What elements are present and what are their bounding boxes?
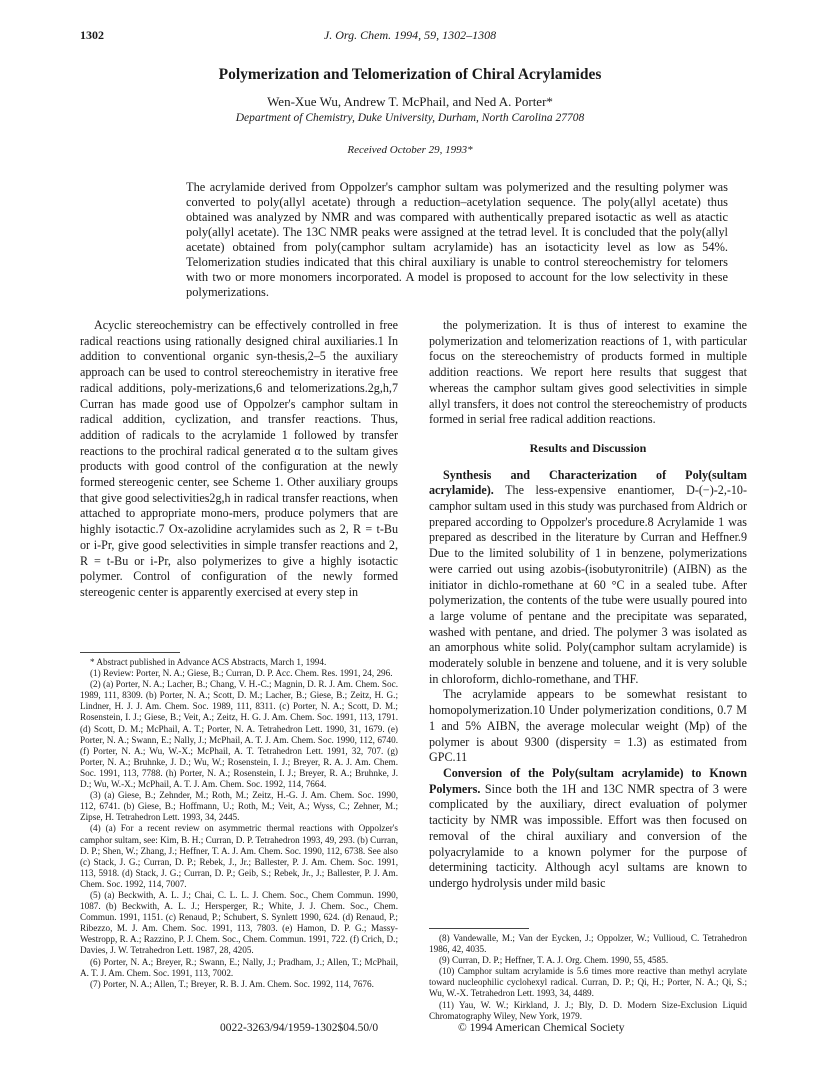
footnote: (1) Review: Porter, N. A.; Giese, B.; Curran, D. P. Acc. Chem. Res. 1991, 24, 296.: [90, 668, 393, 679]
footnote: (2) (a) Porter, N. A.; Lacher, B.; Chang, V. H.-C.; Magnin, D. R. J. Am. Chem. Soc. 1989, 111, 8309. (b) Porter, N. A.; Scott, D. M.; Lacher, B.; Giese, B.; Zeitz, H. G.; Lindner, H. J. J. Am. Chem. Soc. 1989, 111, 8311. (c) Porter, N. A.; Scott, D. M.; Rosenstein, I. J.; Giese, B.; Veit, A.; Zeitz, H. G. J. Am. Chem. Soc. 1991, 113, 1791. (d) Scott, D. M.; McPhail, A. T.; Porter, N. A. Tetrahedron Lett. 1990, 31, 1679. (e) Porter, N. A.; Swann, E.; Nally, J.; McPhail, A. T. J. Am. Chem. Soc. 1990, 112, 6740. (f) Porter, N. A.; Wu, W.-X.; McPhail, A. T. Tetrahedron Lett. 1991, 32, 707. (g) Porter, N. A.; Bruhnke, J. D.; Wu, W.; Rosenstein, I. J.; Breyer, R. A. J. Am. Chem. Soc. 1991, 113, 7788. (h) Porter, N. A.; Rosenstein, I. J.; Breyer, R. A.; Bruhnke, J. D.; Wu, W.-X.; McPhail, A. T. J. Am. Chem. Soc. 1992, 114, 7664.: [80, 679, 398, 790]
intro-continued: the polymerization. It is thus of interest to examine the polymerization and telomerization reactions of 1, with particular focus on the stereochemistry of products formed in multiple addition reactions. We report here results that suggest that whereas the camphor sultam gives good selectivities in simple allyl transfers, it does not control the stereochemistry of products formed in serial free radical addition reactions.: [429, 318, 747, 427]
subsection-text: The less-expensive enantiomer, D-(−)-2,-10-camphor sultam used in this study was purchased from Aldrich or prepared according to Oppolzer's procedure.8 Acrylamide 1 was prepared as described in the literature by Curran and Heffner.9 Due to the limited solubility of 1 in benzene, polymerizations were carried out using azobis-(isobutyronitrile) (AIBN) as the initiator in dichlo-romethane at 60 °C in a sealed tube. After polymerization, the contents of the tube were usually poured into a large volume of pentane and the precipitate was separated, washed with pentane, and dried. The polymer 3 was isolated as an amorphous white solid. Poly(camphor sultam acrylamide) is moderately soluble in benzene and toluene, and it is very soluble in chloroform, dichlo-romethane, and THF.: [429, 483, 747, 686]
left-footnotes: [80, 657, 398, 990]
section-heading: Results and Discussion: [529, 440, 647, 455]
abstract: The acrylamide derived from Oppolzer's camphor sultam was polymerized and the resulting polymer was converted to poly(allyl acetate) through a reduction–acetylation sequence. The poly(allyl acetate) thus obtained was analyzed by NMR and was compared with authentically prepared isotactic as well as atactic poly(allyl acetate). The 13C NMR peaks were assigned at the tetrad level. It is concluded that the poly(allyl acetate) obtained from poly(camphor sultam acrylamide) has an isotacticity level as low as 54%. Telomerization studies indicated that this chiral auxiliary is unable to control stereochemistry for telomers with two or more monomers incorporated. A model is proposed to account for the low selectivity in these polymerizations.: [186, 180, 728, 299]
subsection-title: Conversion of the Poly(sultam acrylamide) to Known Polymers.: [429, 765, 747, 796]
footnote: (3) (a) Giese, B.; Zehnder, M.; Roth, M.; Zeitz, H.-G. J. Am. Chem. Soc. 1990, 112, 6741. (b) Giese, B.; Hoffmann, U.; Roth, M.; Veit, A.; Wyss, C.; Zehner, M.; Zipse, H. Tetrahedron Lett. 1993, 34, 2445.: [80, 790, 398, 823]
subsection-title: Synthesis and Characterization of Poly(sultam acrylamide).: [429, 467, 747, 498]
subsection-paragraph: [429, 468, 747, 688]
footnote: (11) Yau, W. W.; Kirkland, J. J.; Bly, D. D. Modern Size-Exclusion Liquid Chromatography Wiley, New York, 1979.: [429, 999, 747, 1021]
footnote: (8) Vandewalle, M.; Van der Eycken, J.; Oppolzer, W.; Vullioud, C. Tetrahedron 1986, 42, 4035.: [429, 933, 747, 955]
intro-paragraph: Acyclic stereochemistry can be effectively controlled in free radical reactions using rationally designed chiral auxiliaries.1 In addition to conventional organic syn-thesis,2–5 the auxiliary approach can be used to control stereochemistry in iterative free radical additions, poly-merizations,6 and telomerizations.2g,h,7 Curran has made good use of Oppolzer's camphor sultam in radical addition, cyclization, and transfer reactions. Thus, addition of radicals to the acrylamide 1 followed by transfer reactions to the prochiral radical generated α to the sultam gives products with good control of the configuration at the newly formed stereogenic center, see Scheme 1. Other auxiliary groups that give good selectivities2g,h in radical transfer reactions, when attached to appropriate mono-mers, produce polymers that are highly isotactic.7 Ox-azolidine acrylamides such as 2, R = t-Bu or i-Pr, give good selectivities in simple transfer reactions and 2, R = t-Bu or i-Pr, also polymerizes to give a highly isotactic polymer. Control of configuration of the newly formed stereogenic center is apparently exercised at every step in: [80, 318, 398, 599]
page-number: 1302: [80, 28, 104, 42]
received-date: Received October 29, 1993*: [347, 144, 473, 156]
footnote: (4) (a) For a recent review on asymmetric thermal reactions with Oppolzer's camphor sultam, see: Kim, B. H.; Curran, D. P. Tetrahedron 1993, 49, 293. (b) Curran, D. P.; Shen, W.; Zhang, J.; Heffner, T. A. J. Am. Chem. Soc. 1990, 112, 6738. See also (c) Stack, J. G.; Curran, D. P.; Rebek, J., Jr.; Ballester, P. J. Am. Chem. Soc. 1991, 113, 5918. (d) Stack, J. G.; Curran, D. P.; Geib, S.; Rebek, Jr., J.; Ballester, P. J. Am. Chem. Soc. 1992, 114, 7007.: [80, 823, 398, 889]
subsection-text: Since both the 1H and 13C NMR spectra of 3 were complicated by the auxiliary, direct evaluation of polymer tacticity by NMR was impossible. Effort was then focused on removal of the chiral auxiliary and conversion of the polyacrylamide to a known polymer for the purpose of determining tacticity. Although acyl sultams are known to undergo hydrolysis under mild basic: [429, 781, 747, 890]
article-title: Polymerization and Telomerization of Chiral Acrylamides: [218, 66, 602, 83]
footnote: (9) Curran, D. P.; Heffner, T. A. J. Org. Chem. 1990, 55, 4585.: [439, 955, 669, 966]
right-column: [429, 318, 747, 892]
article-code: 0022-3263/94/1959-1302$04.50/0: [220, 1022, 379, 1034]
author-list: Wen-Xue Wu, Andrew T. McPhail, and Ned A. Porter*: [267, 94, 553, 109]
footnote: (7) Porter, N. A.; Allen, T.; Breyer, R. B. J. Am. Chem. Soc. 1992, 114, 7676.: [90, 978, 374, 989]
footnote: * Abstract published in Advance ACS Abstracts, March 1, 1994.: [90, 657, 327, 667]
footnote: (5) (a) Beckwith, A. L. J.; Chai, C. L. L. J. Chem. Soc., Chem Commun. 1990, 1087. (b) Beckwith, A. L. J.; Hersperger, R.; White, J. J. Chem. Soc., Chem. Commun. 1991, 1151. (c) Renaud, P.; Schubert, S. Synlett 1990, 624. (d) Renaud, P.; Ribezzo, M. J. Am. Chem. Soc. 1991, 113, 7803. (e) Hamon, D. P. G.; Massy-Westropp, R. A.; Razzino, P. J. Chem. Soc., Chem. Commun. 1991, 722. (f) Crich, D.; Davies, J. W. Tetrahedron Lett. 1987, 28, 4205.: [80, 889, 398, 956]
journal-citation: J. Org. Chem. 1994, 59, 1302–1308: [323, 28, 497, 42]
body-paragraph: The acrylamide appears to be somewhat resistant to homopolymerization.10 Under polymerization conditions, 0.7 M 1 and 5% AIBN, the average molecular weight (Mp) of the polymer is about 9300 (dispersity = 1.3) as estimated from GPC.11: [429, 687, 747, 765]
footnote: (6) Porter, N. A.; Breyer, R.; Swann, E.; Nally, J.; Pradham, J.; Allen, T.; McPhail, A. T. J. Am. Chem. Soc. 1991, 113, 7002.: [80, 956, 398, 978]
right-footnotes: [429, 933, 747, 1022]
footnote: (10) Camphor sultam acrylamide is 5.6 times more reactive than methyl acrylate toward nucleophilic cyclohexyl radical. Curran, D. P.; Qi, H.; Porter, N. A.; Qi, S.; Wu, W.-X. Tetrahedron Lett. 1993, 34, 4489.: [429, 966, 747, 999]
affiliation: Department of Chemistry, Duke University, Durham, North Carolina 27708: [235, 112, 585, 124]
copyright: © 1994 American Chemical Society: [458, 1022, 625, 1034]
footnote-divider: [429, 928, 529, 929]
left-column: [80, 318, 398, 601]
subsection-paragraph: [429, 766, 747, 892]
footnote-divider: [80, 652, 180, 653]
